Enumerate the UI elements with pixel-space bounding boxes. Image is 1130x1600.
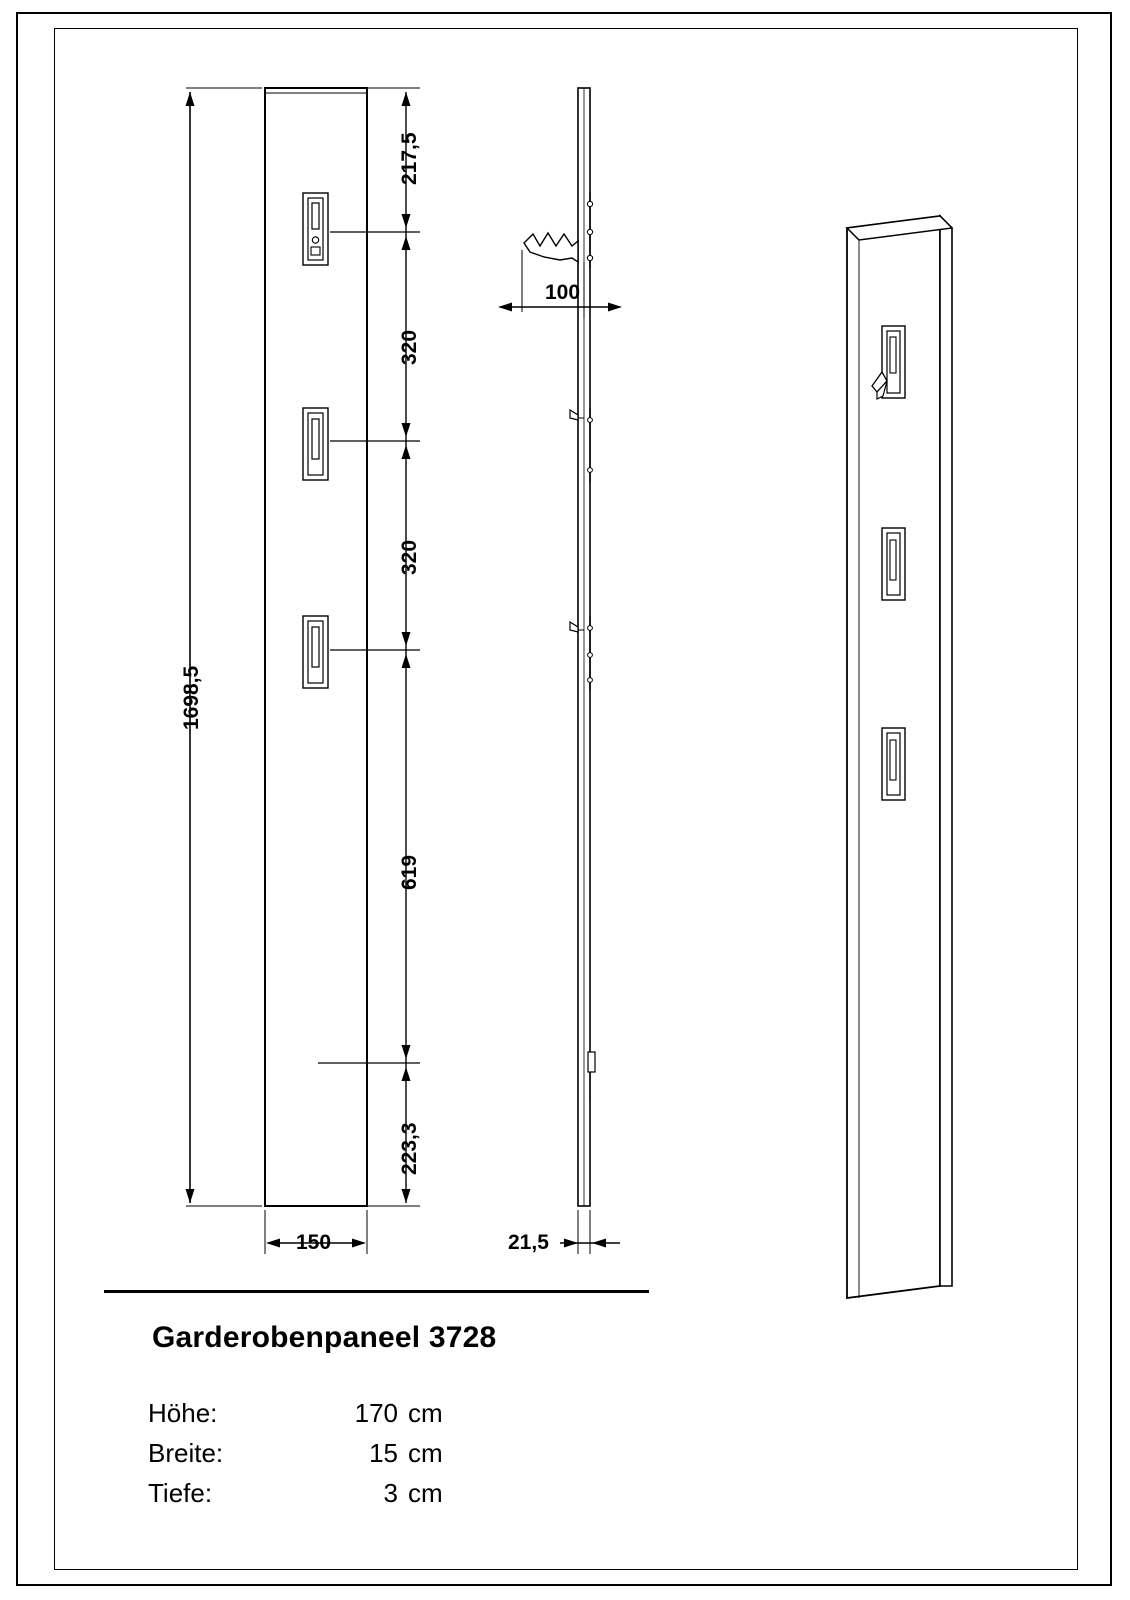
dim-label-width-150: 150 [296, 1231, 332, 1254]
spec-value-height: 170 [354, 1398, 398, 1428]
dimension-depth-21-5 [560, 1210, 620, 1254]
dim-label-223-3: 223,3 [398, 1122, 421, 1175]
iso-hook-3 [882, 728, 905, 800]
dimension-overall-height [186, 88, 263, 1206]
spec-list [148, 1393, 700, 1513]
dim-label-depth-21-5: 21,5 [508, 1231, 549, 1254]
title-block [100, 1290, 700, 1513]
dim-label-320-top: 320 [398, 329, 421, 365]
spec-unit-height: cm [408, 1398, 443, 1428]
spec-value-width: 15 [369, 1438, 398, 1468]
spec-label-width: Breite: [148, 1438, 224, 1468]
spec-unit-width: cm [408, 1438, 443, 1468]
dim-label-217-5: 217,5 [398, 132, 421, 185]
spec-row-height [148, 1393, 700, 1433]
spec-label-height: Höhe: [148, 1398, 218, 1428]
dim-label-619: 619 [398, 854, 421, 890]
dim-label-projection-100: 100 [545, 281, 581, 304]
spec-value-depth: 3 [383, 1478, 398, 1508]
front-hook-3 [303, 616, 328, 688]
spec-unit-depth: cm [408, 1478, 443, 1508]
title-divider [104, 1290, 649, 1293]
page-title: Garderobenpaneel 3728 [152, 1321, 497, 1354]
iso-hook-2 [882, 528, 905, 600]
dim-label-overall-height: 1698,5 [180, 665, 203, 730]
front-hook-2 [303, 408, 328, 480]
spec-label-depth: Tiefe: [148, 1478, 213, 1508]
dim-label-320-mid: 320 [398, 539, 421, 575]
front-hook-1 [303, 193, 328, 265]
spec-row-depth [148, 1473, 700, 1513]
spec-row-width [148, 1433, 700, 1473]
